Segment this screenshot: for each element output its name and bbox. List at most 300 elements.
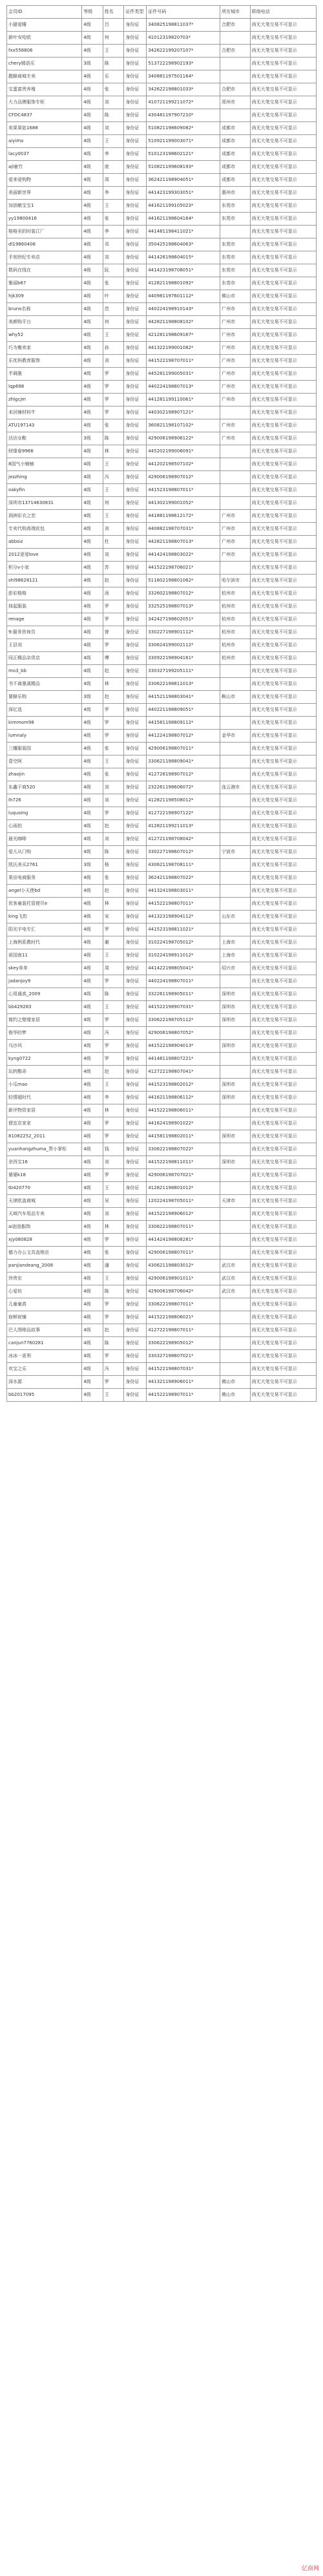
member-table [6,5,317,1402]
cell-city [220,1169,251,1182]
cell-name: 赵 [103,885,124,898]
table-row [7,187,317,200]
cell-name: 罗 [103,1053,124,1066]
cell-phone: 尚无大笔交易不可显示 [250,1040,316,1053]
table-row [7,523,317,536]
table-row [7,717,317,730]
table-row [7,32,317,45]
cell-phone: 尚无大笔交易不可显示 [250,898,316,911]
cell-member-id: 德力办公文具直销店 [7,1247,82,1260]
table-row [7,96,317,109]
cell-phone: 尚无大笔交易不可显示 [250,975,316,988]
cell-phone: 尚无大笔交易不可显示 [250,911,316,924]
cell-id-number: 332261198905011* [147,988,220,1001]
cell-phone: 尚无大笔交易不可显示 [250,820,316,833]
cell-level: 4级 [82,187,103,200]
cell-id-type: 身份证 [124,1066,147,1079]
cell-member-id: 壹空阿 [7,755,82,768]
cell-level: 4级 [82,329,103,342]
cell-level: 4级 [82,600,103,613]
cell-member-id: 爱儿从门购 [7,846,82,859]
cell-level: 4级 [82,174,103,187]
cell-name: 钱 [103,1143,124,1156]
cell-city [220,1311,251,1324]
cell-city [220,471,251,484]
cell-id-number: 441323198904112* [147,911,220,924]
cell-id-number: 445281199005031* [147,368,220,381]
cell-level: 4级 [82,264,103,277]
table-row [7,613,317,626]
cell-id-number: 232261198606072* [147,781,220,794]
cell-city [220,975,251,988]
cell-level: 4级 [82,1221,103,1234]
cell-city [220,1182,251,1195]
table-row [7,290,317,303]
cell-city: 深圳市 [220,1014,251,1027]
table-row [7,58,317,70]
cell-id-number: 441481198411021* [147,226,220,238]
cell-member-id: 润洲彩衣之恋 [7,510,82,523]
table-row [7,846,317,859]
cell-name: 罗 [103,730,124,743]
cell-phone: 尚无大笔交易不可显示 [250,1092,316,1104]
table-row [7,885,317,898]
table-row [7,898,317,911]
table-row [7,1324,317,1337]
cell-id-number: 342622199207107* [147,45,220,58]
cell-city: 连云港市 [220,781,251,794]
cell-member-id: 天域汽车用品专卖 [7,1208,82,1221]
cell-phone: 尚无大笔交易不可显示 [250,1117,316,1130]
cell-name: 陈 [103,1337,124,1350]
cell-member-id: 雅丽b67 [7,277,82,290]
cell-id-number: 330622198807011* [147,1298,220,1311]
cell-id-number: 441522198906012* [147,1208,220,1221]
cell-id-type: 身份证 [124,1195,147,1208]
cell-city [220,833,251,846]
cell-city: 深圳市 [220,1092,251,1104]
cell-phone: 尚无大笔交易不可显示 [250,523,316,536]
cell-city: 广州市 [220,303,251,316]
table-row [7,1092,317,1104]
cell-id-number: 440882198707031* [147,523,220,536]
cell-phone: 尚无大笔交易不可显示 [250,1001,316,1014]
cell-name: 罗 [103,1040,124,1053]
cell-id-type: 身份证 [124,355,147,368]
table-row [7,381,317,394]
header-level: 等级 [82,6,103,19]
cell-phone: 尚无大笔交易不可显示 [250,174,316,187]
cell-name: 张 [103,213,124,226]
cell-id-number: 441522198806011* [147,1104,220,1117]
cell-level: 4级 [82,1337,103,1350]
cell-id-type: 身份证 [124,1324,147,1337]
cell-phone: 尚无大笔交易不可显示 [250,575,316,587]
cell-member-id: 巧为衡卖家 [7,342,82,355]
cell-id-type: 身份证 [124,264,147,277]
table-row [7,600,317,613]
cell-id-type: 身份证 [124,794,147,807]
cell-name: 张 [103,277,124,290]
table-header-row [7,6,317,19]
cell-name: 罗 [103,381,124,394]
cell-id-number: 510821199608193* [147,161,220,174]
cell-id-number: 441621199105023* [147,200,220,213]
cell-city [220,1027,251,1040]
cell-name: 阮 [103,264,124,277]
cell-id-type: 身份证 [124,1092,147,1104]
table-row [7,988,317,1001]
cell-phone: 尚无大笔交易不可显示 [250,936,316,949]
cell-id-type: 身份证 [124,445,147,458]
table-row [7,1208,317,1221]
table-row [7,200,317,213]
cell-id-number: 412821198801092* [147,277,220,290]
cell-name: 林 [103,1221,124,1234]
table-row [7,1195,317,1208]
cell-level: 4级 [82,277,103,290]
cell-member-id: lqp698 [7,381,82,394]
cell-member-id: 深亿选 [7,704,82,717]
cell-member-id: luquoing [7,807,82,820]
table-row [7,794,317,807]
cell-member-id: 大力品牌服饰专柜 [7,96,82,109]
table-row [7,303,317,316]
table-row [7,277,317,290]
cell-id-number: 429006198807011* [147,1247,220,1260]
cell-member-id: 深圳市13714630831 [7,497,82,510]
cell-name: 罗 [103,1311,124,1324]
cell-id-type: 身份证 [124,45,147,58]
cell-name: 范 [103,303,124,316]
cell-phone: 尚无大笔交易不可显示 [250,768,316,781]
cell-id-number: 441522198807031* [147,1363,220,1376]
cell-id-type: 身份证 [124,691,147,704]
cell-id-type: 身份证 [124,768,147,781]
cell-phone: 尚无大笔交易不可显示 [250,781,316,794]
cell-city: 广州市 [220,549,251,562]
cell-id-type: 身份证 [124,523,147,536]
cell-phone: 尚无大笔交易不可显示 [250,1079,316,1092]
cell-name: 罗 [103,1234,124,1247]
cell-level: 4级 [82,419,103,432]
cell-phone: 尚无大笔交易不可显示 [250,226,316,238]
cell-city: 佛山市 [220,1376,251,1389]
cell-name: 李 [103,148,124,161]
cell-id-number: 429006198901011* [147,1272,220,1285]
cell-id-number: 441624198901022* [147,1117,220,1130]
cell-member-id: 格格巫的时装江厂 [7,226,82,238]
table-row [7,264,317,277]
cell-member-id: 王县刘 [7,639,82,652]
cell-id-number: 412821198801012* [147,1182,220,1195]
cell-city [220,859,251,872]
cell-city: 郑州市 [220,96,251,109]
cell-city: 鞍山市 [220,691,251,704]
cell-phone: 尚无大笔交易不可显示 [250,264,316,277]
cell-id-number: 412728198907012* [147,768,220,781]
cell-level: 4级 [82,1298,103,1311]
cell-level: 4级 [82,251,103,264]
cell-id-type: 身份证 [124,1156,147,1169]
cell-phone: 尚无大笔交易不可显示 [250,587,316,600]
table-row [7,109,317,122]
cell-member-id: xjy080828 [7,1234,82,1247]
cell-city [220,1221,251,1234]
cell-level: 4级 [82,122,103,135]
cell-city: 金华市 [220,730,251,743]
cell-name: 罗 [103,1117,124,1130]
cell-phone: 尚无大笔交易不可显示 [250,70,316,83]
cell-id-number: 342622198801033* [147,83,220,96]
cell-id-type: 身份证 [124,135,147,148]
cell-id-number: 332602198807012* [147,587,220,600]
cell-city: 广州市 [220,536,251,549]
cell-id-type: 身份证 [124,936,147,949]
cell-phone: 尚无大笔交易不可显示 [250,32,316,45]
cell-id-number: 430621198708111* [147,859,220,872]
cell-phone: 尚无大笔交易不可显示 [250,833,316,846]
cell-level: 4级 [82,717,103,730]
cell-city: 东莞市 [220,200,251,213]
cell-id-type: 身份证 [124,717,147,730]
cell-level: 4级 [82,1350,103,1363]
cell-name: 冯 [103,471,124,484]
cell-member-id: 抹起服装 [7,600,82,613]
cell-phone: 尚无大笔交易不可显示 [250,1247,316,1260]
cell-name: 张 [103,83,124,96]
cell-name: 林 [103,1104,124,1117]
cell-id-number: 441523198802012* [147,1079,220,1092]
cell-city: 广州市 [220,523,251,536]
table-row [7,833,317,846]
cell-member-id: angel小天使bd [7,885,82,898]
cell-name: 刘 [103,1156,124,1169]
cell-phone: 尚无大笔交易不可显示 [250,497,316,510]
cell-level: 4级 [82,820,103,833]
cell-phone: 尚无大笔交易不可显示 [250,122,316,135]
table-row [7,781,317,794]
cell-name: 刘 [103,355,124,368]
cell-id-number: 441581198809112* [147,717,220,730]
cell-id-type: 身份证 [124,575,147,587]
cell-member-id: ai泡泡服饰 [7,1221,82,1234]
cell-id-number: 441621198604164* [147,213,220,226]
cell-id-type: 身份证 [124,846,147,859]
cell-level: 4级 [82,1014,103,1027]
cell-city: 武汉市 [220,1260,251,1272]
cell-name: 刘 [103,833,124,846]
table-row [7,1350,317,1363]
cell-name: 汤 [103,587,124,600]
table-row [7,678,317,691]
cell-city: 哈尔滨市 [220,575,251,587]
cell-level: 4级 [82,1208,103,1221]
cell-id-type: 身份证 [124,1311,147,1324]
cell-id-type: 身份证 [124,484,147,497]
cell-phone: 尚无大笔交易不可显示 [250,1389,316,1402]
cell-phone: 尚无大笔交易不可显示 [250,691,316,704]
cell-member-id: 心用通高_2009 [7,988,82,1001]
cell-id-number: 330922198904161* [147,652,220,665]
cell-id-type: 身份证 [124,1053,147,1066]
cell-member-id: 便宜店家家 [7,1117,82,1130]
cell-id-type: 身份证 [124,1234,147,1247]
cell-name: 罗 [103,807,124,820]
cell-level: 4级 [82,575,103,587]
table-row [7,1285,317,1298]
table-row [7,148,317,161]
cell-member-id: lacy0037 [7,148,82,161]
cell-phone: 尚无大笔交易不可显示 [250,187,316,200]
cell-level: 4级 [82,536,103,549]
cell-id-type: 身份证 [124,316,147,329]
cell-name: 罗 [103,1169,124,1182]
cell-id-type: 身份证 [124,613,147,626]
table-row [7,342,317,355]
cell-member-id: lh726 [7,794,82,807]
cell-member-id: 婆婆k18 [7,1169,82,1182]
cell-phone: 尚无大笔交易不可显示 [250,730,316,743]
cell-member-id: 新叶安哈欧 [7,32,82,45]
cell-city: 深圳市 [220,1156,251,1169]
table-row [7,238,317,251]
cell-phone: 尚无大笔交易不可显示 [250,432,316,445]
table-row [7,1272,317,1285]
table-row [7,45,317,58]
cell-city: 佛山市 [220,1389,251,1402]
cell-id-number: 445202199006091* [147,445,220,458]
table-row [7,445,317,458]
cell-member-id: chery嫣语乐 [7,58,82,70]
cell-city [220,226,251,238]
cell-id-type: 身份证 [124,1221,147,1234]
cell-phone: 尚无大笔交易不可显示 [250,458,316,471]
table-row [7,1234,317,1247]
cell-id-type: 身份证 [124,885,147,898]
cell-member-id: 卖果果姑1688 [7,122,82,135]
cell-city: 东莞市 [220,213,251,226]
cell-name: 罗 [103,613,124,626]
cell-id-number: 330622198811013* [147,678,220,691]
cell-id-number: 310224198911012* [147,949,220,962]
cell-phone: 尚无大笔交易不可显示 [250,406,316,419]
cell-id-number: 330327198807021* [147,1350,220,1363]
cell-id-number: 511602198801062* [147,575,220,587]
cell-city: 杭州市 [220,600,251,613]
cell-level: 4级 [82,988,103,1001]
cell-city [220,1337,251,1350]
cell-level: 4级 [82,484,103,497]
cell-city: 成都市 [220,122,251,135]
cell-phone: 尚无大笔交易不可显示 [250,329,316,342]
cell-id-type: 身份证 [124,419,147,432]
cell-member-id: lumnaly [7,730,82,743]
cell-city: 东莞市 [220,238,251,251]
cell-city: 广州市 [220,316,251,329]
table-row [7,536,317,549]
cell-id-type: 身份证 [124,432,147,445]
cell-member-id: kyng0722 [7,1053,82,1066]
cell-id-type: 身份证 [124,911,147,924]
cell-id-number: 41012319820703* [147,32,220,45]
cell-level: 4级 [82,652,103,665]
cell-phone: 尚无大笔交易不可显示 [250,96,316,109]
cell-name: 张 [103,1247,124,1260]
cell-id-type: 身份证 [124,1350,147,1363]
cell-name: 王 [103,949,124,962]
cell-city [220,898,251,911]
cell-id-number: 441522198907011* [147,1389,220,1402]
cell-name: 王 [103,329,124,342]
cell-name: 宋 [103,911,124,924]
cell-id-number: 441581198802011* [147,1130,220,1143]
cell-name: 谢 [103,936,124,949]
watermark-logo: 亿商网 [301,2566,319,2572]
cell-level: 4级 [82,1079,103,1092]
cell-phone: 尚无大笔交易不可显示 [250,238,316,251]
cell-phone: 尚无大笔交易不可显示 [250,1376,316,1389]
cell-city [220,665,251,678]
cell-member-id: bb429283 [7,1001,82,1014]
cell-id-type: 身份证 [124,187,147,200]
cell-id-type: 身份证 [124,96,147,109]
cell-name: 邓 [103,238,124,251]
table-row [7,1221,317,1234]
cell-id-number: 330622198807022* [147,1143,220,1156]
table-row [7,1001,317,1014]
cell-phone: 尚无大笔交易不可显示 [250,19,316,32]
cell-city [220,1104,251,1117]
cell-city: 杭州市 [220,587,251,600]
cell-id-number: 310224198705012* [147,936,220,949]
cell-member-id: 同正精品杂货店 [7,652,82,665]
cell-id-type: 身份证 [124,562,147,575]
cell-id-type: 身份证 [124,730,147,743]
cell-member-id: king飞豹 [7,911,82,924]
cell-level: 4级 [82,807,103,820]
header-id-number: 证件号码 [147,6,220,19]
cell-member-id: 天津欧盖商城 [7,1195,82,1208]
cell-member-id: 专卖代购高端皮包 [7,523,82,536]
cell-name: 王 [103,45,124,58]
cell-level: 4级 [82,1053,103,1066]
cell-name: 赵 [103,1066,124,1079]
cell-id-type: 身份证 [124,1027,147,1040]
table-row [7,1298,317,1311]
cell-level: 4级 [82,743,103,755]
cell-id-type: 身份证 [124,1260,147,1272]
cell-id-type: 身份证 [124,1040,147,1053]
cell-id-number: 330622198807011* [147,1221,220,1234]
cell-phone: 尚无大笔交易不可显示 [250,58,316,70]
cell-phone: 尚无大笔交易不可显示 [250,316,316,329]
cell-name: 刘 [103,122,124,135]
cell-city [220,1247,251,1260]
cell-member-id: 新评物资家居 [7,1104,82,1117]
table-row [7,1389,317,1402]
cell-level: 4级 [82,1376,103,1389]
cell-member-id: yuanhangzhuma_帮小掌柜 [7,1143,82,1156]
cell-member-id: 祖国南11 [7,949,82,962]
cell-id-type: 身份证 [124,32,147,45]
cell-city [220,445,251,458]
table-row [7,1066,317,1079]
cell-city [220,1298,251,1311]
cell-name: 何 [103,497,124,510]
cell-id-type: 身份证 [124,1079,147,1092]
table-row [7,406,317,419]
